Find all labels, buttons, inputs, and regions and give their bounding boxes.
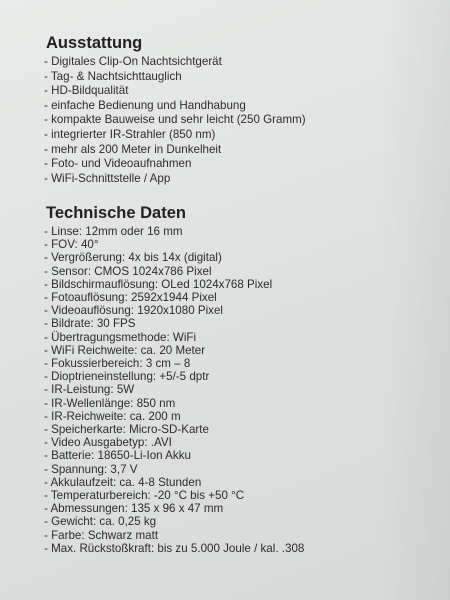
list-item: - IR-Leistung: 5W [44,383,434,396]
list-item: - FOV: 40° [44,238,434,251]
list-item: - HD-Bildqualität [44,84,434,99]
list-item: - WiFi Reichweite: ca. 20 Meter [44,344,434,357]
list-item: - Batterie: 18650-Li-Ion Akku [44,449,434,462]
list-item: - Farbe: Schwarz matt [44,529,434,542]
list-item: - mehr als 200 Meter in Dunkelheit [44,143,434,158]
list-item: - Linse: 12mm oder 16 mm [44,225,434,238]
list-item: - einfache Bedienung und Handhabung [44,99,434,114]
list-item: - Akkulaufzeit: ca. 4-8 Stunden [44,476,434,489]
list-item: - Max. Rückstoßkraft: bis zu 5.000 Joule / kal. .308 [44,542,434,555]
list-item: - IR-Wellenlänge: 850 nm [44,397,434,410]
list-item: - Fotoauflösung: 2592x1944 Pixel [44,291,434,304]
list-item: - Dioptrieneinstellung: +5/-5 dptr [44,370,434,383]
technische-daten-list [44,225,434,555]
list-item: - WiFi-Schnittstelle / App [44,172,434,187]
list-item: - Tag- & Nachtsichttauglich [44,70,434,85]
list-item: - Bildschirmauflösung: OLed 1024x768 Pixel [44,278,434,291]
section-technische-daten [44,204,434,555]
list-item: - kompakte Bauweise und sehr leicht (250 Gramm) [44,113,434,128]
list-item: - Speicherkarte: Micro-SD-Karte [44,423,434,436]
list-item: - Digitales Clip-On Nachtsichtgerät [44,55,434,70]
list-item: - Temperaturbereich: -20 °C bis +50 °C [44,489,434,502]
list-item: - Übertragungsmethode: WiFi [44,331,434,344]
list-item: - Bildrate: 30 FPS [44,317,434,330]
list-item: - Video Ausgabetyp: .AVI [44,436,434,449]
list-item: - Abmessungen: 135 x 96 x 47 mm [44,502,434,515]
list-item: - Fokussierbereich: 3 cm – 8 [44,357,434,370]
section-heading-technische-daten: Technische Daten [46,204,186,222]
list-item: - Foto- und Videoaufnahmen [44,157,434,172]
list-item: - Sensor: CMOS 1024x786 Pixel [44,265,434,278]
ausstattung-list [44,55,434,186]
section-heading-ausstattung: Ausstattung [46,34,143,52]
list-item: - integrierter IR-Strahler (850 nm) [44,128,434,143]
list-item: - Spannung: 3,7 V [44,463,434,476]
list-item: - IR-Reichweite: ca. 200 m [44,410,434,423]
list-item: - Videoauflösung: 1920x1080 Pixel [44,304,434,317]
list-item: - Gewicht: ca. 0,25 kg [44,515,434,528]
section-ausstattung [44,34,434,186]
list-item: - Vergrößerung: 4x bis 14x (digital) [44,251,434,264]
